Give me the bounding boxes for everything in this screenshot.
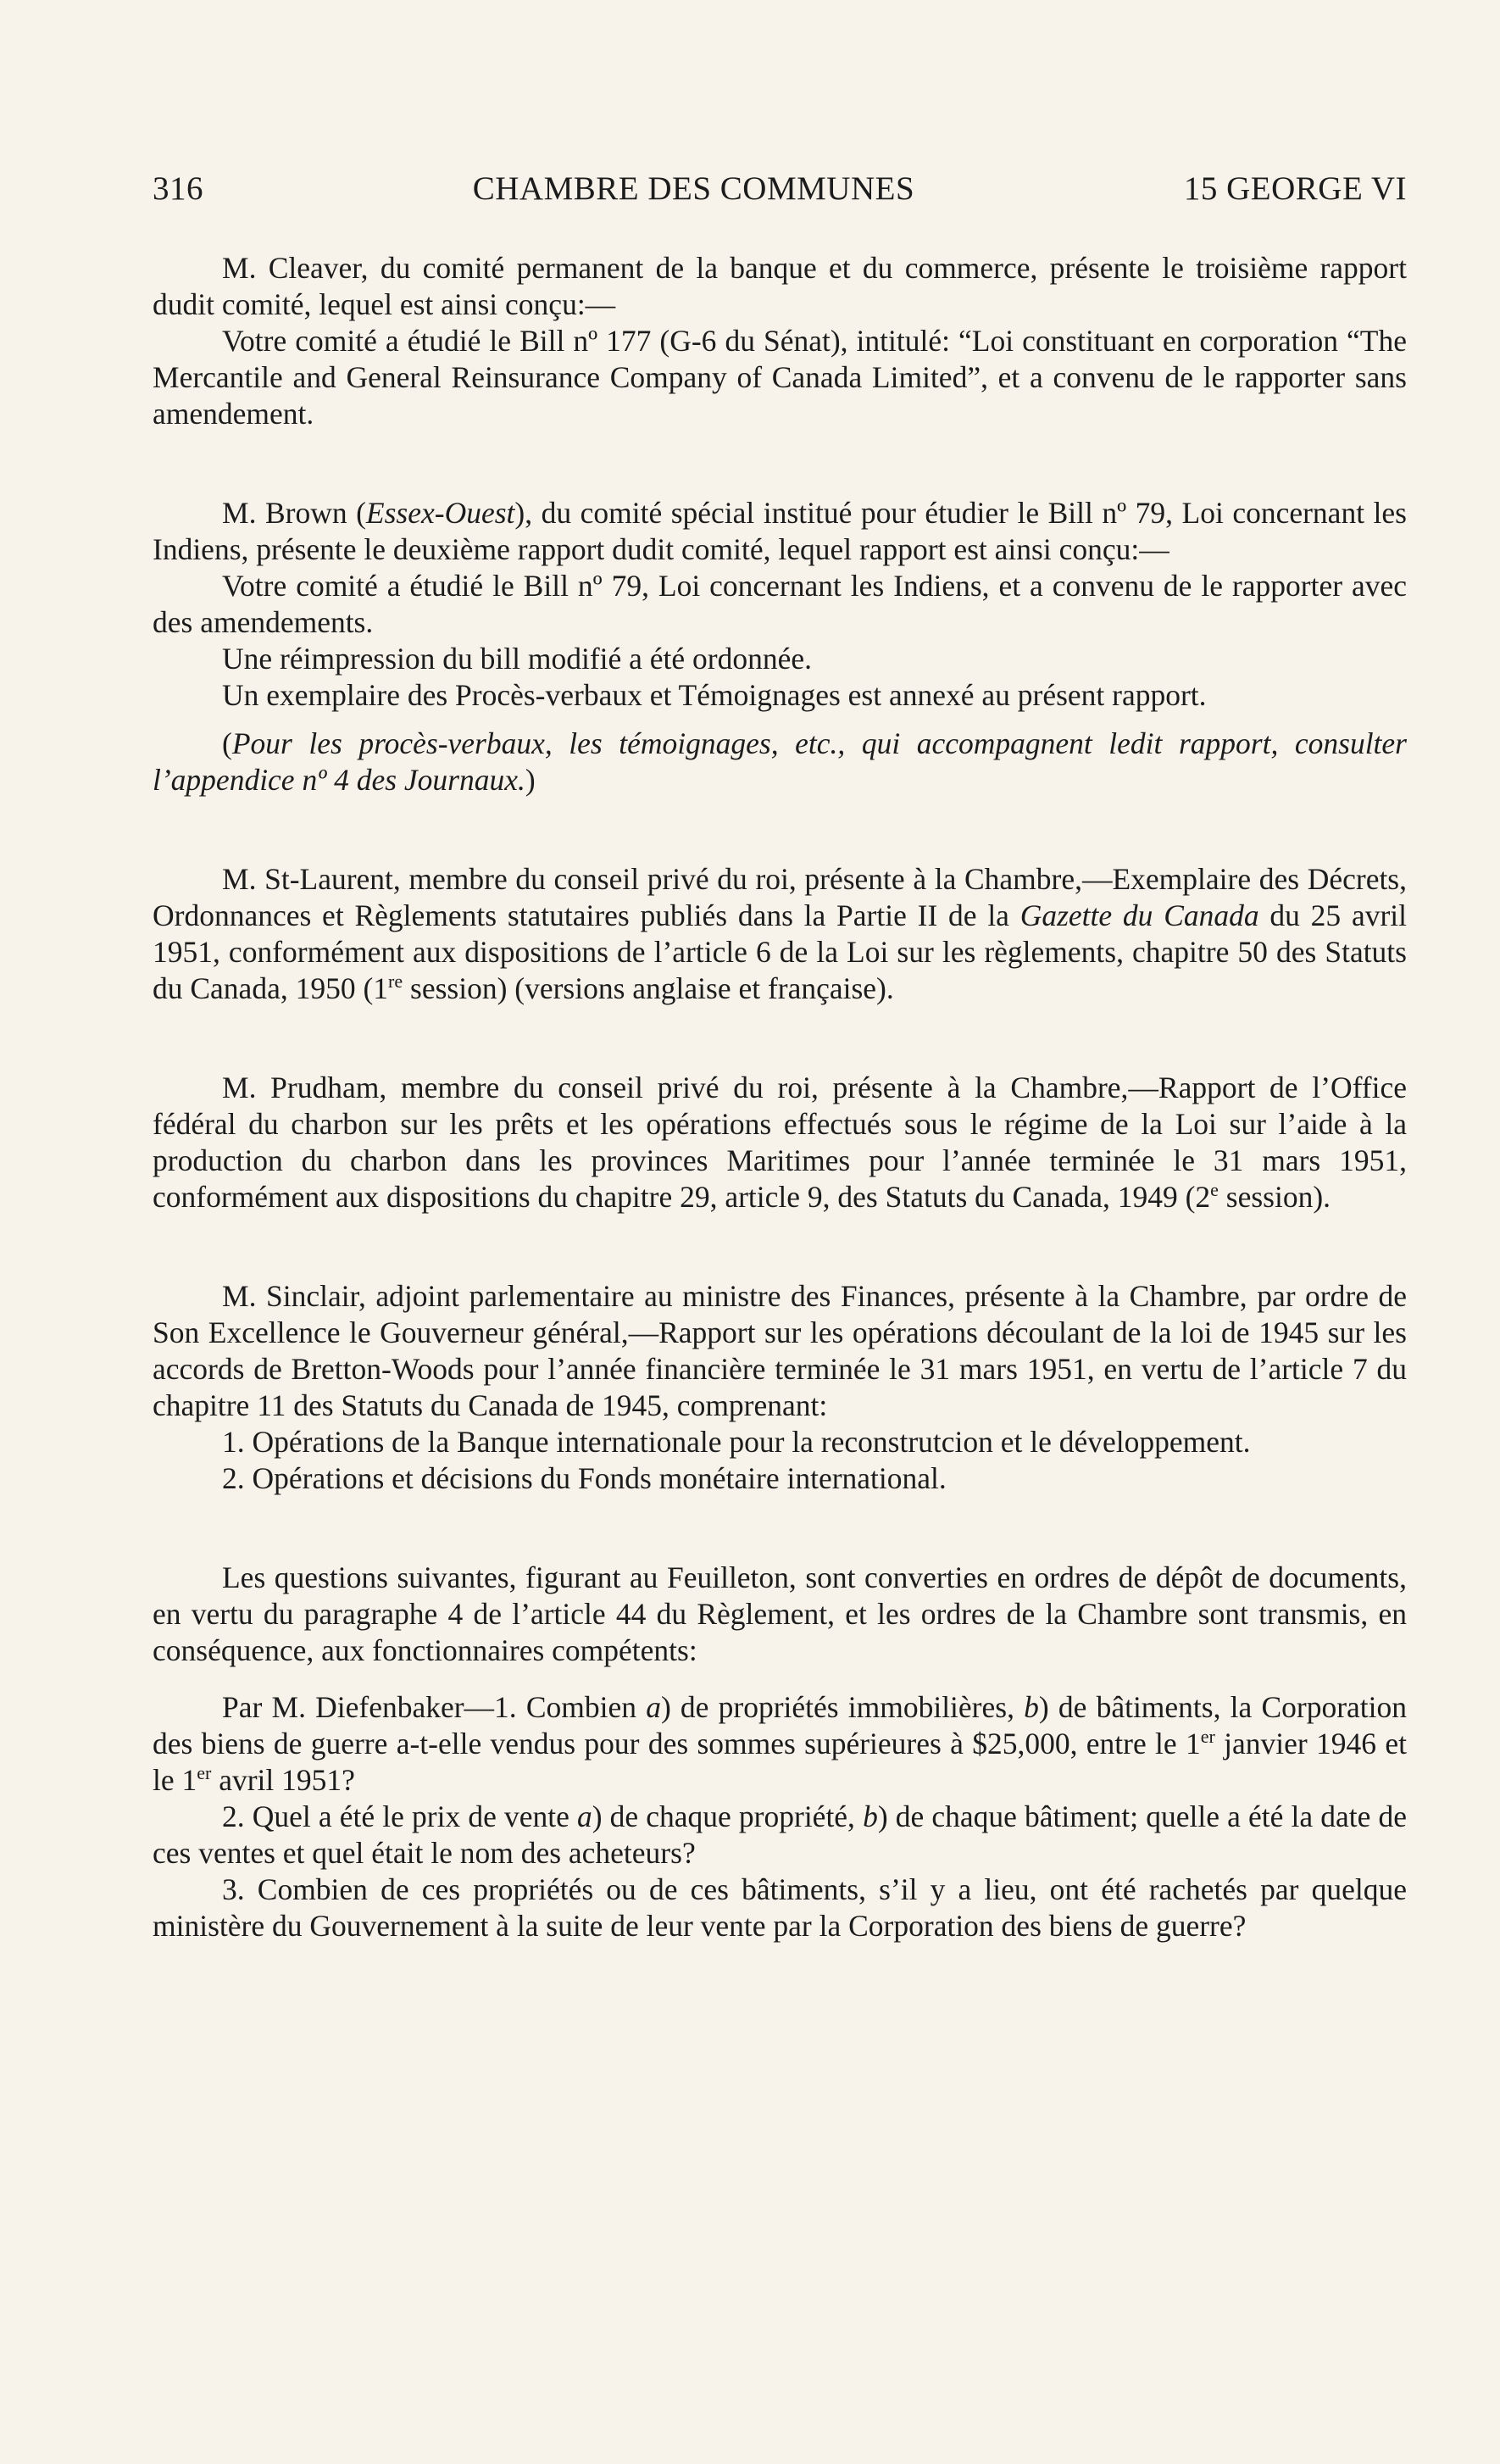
paragraph: M. Cleaver, du comité permanent de la banque et du commerce, présente le troisième rapport dudit comité, lequel est ainsi conçu:— (153, 251, 1407, 321)
section-questions (153, 1560, 1407, 1944)
paragraph: Votre comité a étudié le Bill nº 79, Loi concernant les Indiens, et a convenu de le rapporter avec des amendements. (153, 569, 1407, 639)
list-item: 2. Opérations et décisions du Fonds monétaire international. (222, 1461, 947, 1495)
question-1: Par M. Diefenbaker—1. Combien a) de propriétés immobilières, b) de bâtiments, la Corporation des biens de guerre a-t-elle vendus pour des sommes supérieures à $25,000, entre le 1er janvier 1946 et le 1er avril 1951? (153, 1690, 1408, 1797)
running-head (153, 170, 1407, 208)
paragraph: M. St-Laurent, membre du conseil privé du roi, présente à la Chambre,—Exemplaire des Décrets, Ordonnances et Règlements statutaires publiés dans la Partie II de la Gazette du Canada du 25 avril 1951, conformément aux dispositions de l’article 6 de la Loi sur les règlements, chapitre 50 des Statuts du Canada, 1950 (1re session) (versions anglaise et française). (153, 862, 1408, 1005)
paragraph: Votre comité a étudié le Bill nº 177 (G-6 du Sénat), intitulé: “Loi constituant en corporation “The Mercantile and General Reinsurance Company of Canada Limited”, et a convenu de le rapporter sans amendement. (153, 324, 1407, 431)
paragraph: M. Prudham, membre du conseil privé du roi, présente à la Chambre,—Rapport de l’Office fédéral du charbon sur les prêts et les opérations effectués sous le régime de la Loi sur l’aide à la production du charbon dans les provinces Maritimes pour l’année terminée le 31 mars 1951, conformément aux dispositions du chapitre 29, article 9, des Statuts du Canada, 1949 (2e session). (153, 1071, 1407, 1214)
question-3: 3. Combien de ces propriétés ou de ces bâtiments, s’il y a lieu, ont été rachetés par quelque ministère du Gouvernement à la suite de leur vente par la Corporation des biens de guerre? (153, 1872, 1407, 1943)
appendix-note: (Pour les procès-verbaux, les témoignages, etc., qui accompagnent ledit rapport, consulter l’appendice nº 4 des Journaux.) (153, 726, 1407, 797)
paragraph: Les questions suivantes, figurant au Feuilleton, sont converties en ordres de dépôt de documents, en vertu du paragraphe 4 de l’article 44 du Règlement, et les ordres de la Chambre sont transmis, en conséquence, aux fonctionnaires compétents: (153, 1560, 1407, 1667)
reign-label: 15 GEORGE VI (1183, 170, 1407, 207)
paragraph: Un exemplaire des Procès-verbaux et Témoignages est annexé au présent rapport. (222, 678, 1207, 712)
list-item: 1. Opérations de la Banque internationale pour la reconstrutcion et le développement. (222, 1425, 1251, 1459)
section-brown-report (153, 495, 1407, 798)
journal-page (153, 170, 1407, 2007)
section-cleaver-report (153, 250, 1407, 432)
section-st-laurent (153, 861, 1407, 1007)
paragraph: M. Brown (Essex-Ouest), du comité spécial institué pour étudier le Bill nº 79, Loi concernant les Indiens, présente le deuxième rapport dudit comité, lequel rapport est ainsi conçu:— (153, 496, 1407, 566)
question-2: 2. Quel a été le prix de vente a) de chaque propriété, b) de chaque bâtiment; quelle a été la date de ces ventes et quel était le nom des acheteurs? (153, 1799, 1407, 1870)
paragraph: Une réimpression du bill modifié a été ordonnée. (222, 642, 812, 676)
page-number: 316 (153, 170, 203, 207)
paragraph: M. Sinclair, adjoint parlementaire au ministre des Finances, présente à la Chambre, par ordre de Son Excellence le Gouverneur général,—Rapport sur les opérations découlant de la loi de 1945 sur les accords de Bretton-Woods pour l’année financière terminée le 31 mars 1951, en vertu de l’article 7 du chapitre 11 des Statuts du Canada de 1945, comprenant: (153, 1279, 1407, 1422)
section-sinclair (153, 1278, 1407, 1497)
section-prudham (153, 1070, 1407, 1215)
page-title: CHAMBRE DES COMMUNES (472, 170, 915, 207)
